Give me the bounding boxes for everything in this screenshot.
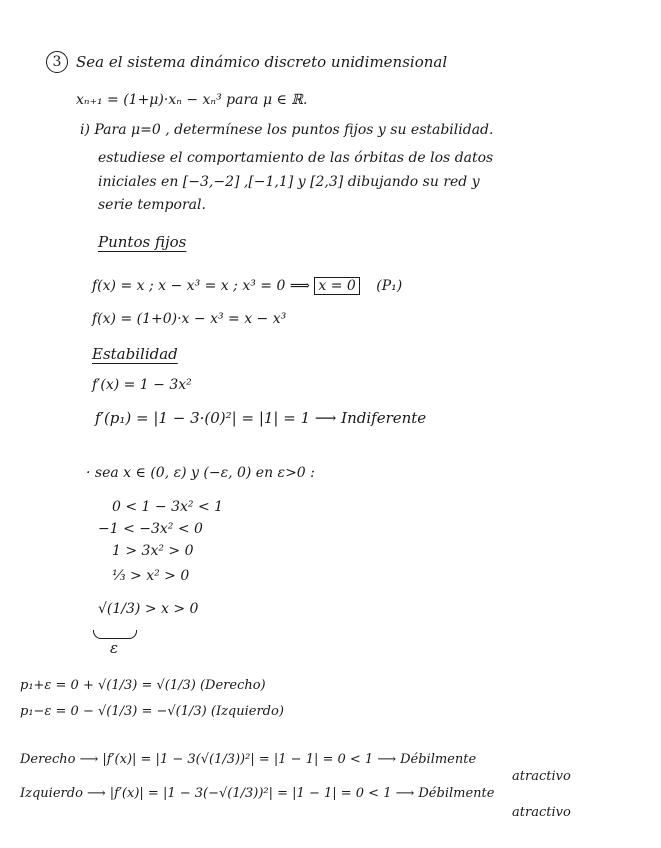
derivative-evaluation: f′(p₁) = |1 − 3·(0)²| = |1| = 1 ⟶ Indiferente	[95, 409, 427, 427]
inequality-1: 0 < 1 − 3x² < 1	[112, 499, 224, 515]
part-i-line-4: serie temporal.	[98, 197, 206, 213]
fixed-points-heading: Puntos fijos	[98, 233, 187, 251]
right-side-result: atractivo	[512, 769, 571, 784]
fixed-point-tag: (P₁)	[376, 278, 403, 294]
inequality-4: ⅓ > x² > 0	[112, 568, 190, 584]
part-i-line-1: i) Para μ=0 , determínese los puntos fijos y su estabilidad.	[80, 122, 494, 138]
fixed-point-derivation: f(x) = x ; x − x³ = x ; x³ = 0 ⟹	[92, 278, 310, 294]
derivative-equation: f′(x) = 1 − 3x²	[92, 377, 192, 393]
problem-statement: Sea el sistema dinámico discreto unidimensional	[76, 53, 448, 71]
left-side-analysis: Izquierdo ⟶ |f′(x)| = |1 − 3(−√(1/3))²| = |1 − 1| = 0 < 1 ⟶ Débilmente	[20, 786, 495, 801]
part-i-line-3: iniciales en [−3,−2] ,[−1,1] y [2,3] dibujando su red y	[98, 174, 480, 190]
inequality-3: 1 > 3x² > 0	[112, 543, 194, 559]
neighborhood-intro: · sea x ∈ (0, ε) y (−ε, 0) en ε>0 :	[86, 465, 315, 481]
left-point: p₁−ε = 0 − √(1/3) = −√(1/3) (Izquierdo)	[20, 704, 284, 719]
stability-heading: Estabilidad	[92, 345, 178, 363]
part-i-line-2: estudiese el comportamiento de las órbitas de los datos	[98, 150, 494, 166]
map-at-mu-zero: f(x) = (1+0)·x − x³ = x − x³	[92, 311, 287, 327]
system-equation: xₙ₊₁ = (1+μ)·xₙ − xₙ³ para μ ∈ ℝ.	[76, 92, 308, 108]
fixed-point-equation	[92, 279, 402, 294]
left-side-result: atractivo	[512, 805, 571, 820]
right-side-analysis: Derecho ⟶ |f′(x)| = |1 − 3(√(1/3))²| = |1 − 1| = 0 < 1 ⟶ Débilmente	[20, 752, 477, 767]
epsilon-label: ε	[110, 639, 119, 657]
epsilon-underbrace	[93, 630, 137, 639]
fixed-point-boxed-result: x = 0	[314, 277, 359, 295]
inequality-5: √(1/3) > x > 0	[98, 601, 199, 617]
inequality-2: −1 < −3x² < 0	[98, 521, 203, 537]
right-point: p₁+ε = 0 + √(1/3) = √(1/3) (Derecho)	[20, 678, 266, 693]
problem-number-circle: 3	[46, 51, 68, 73]
